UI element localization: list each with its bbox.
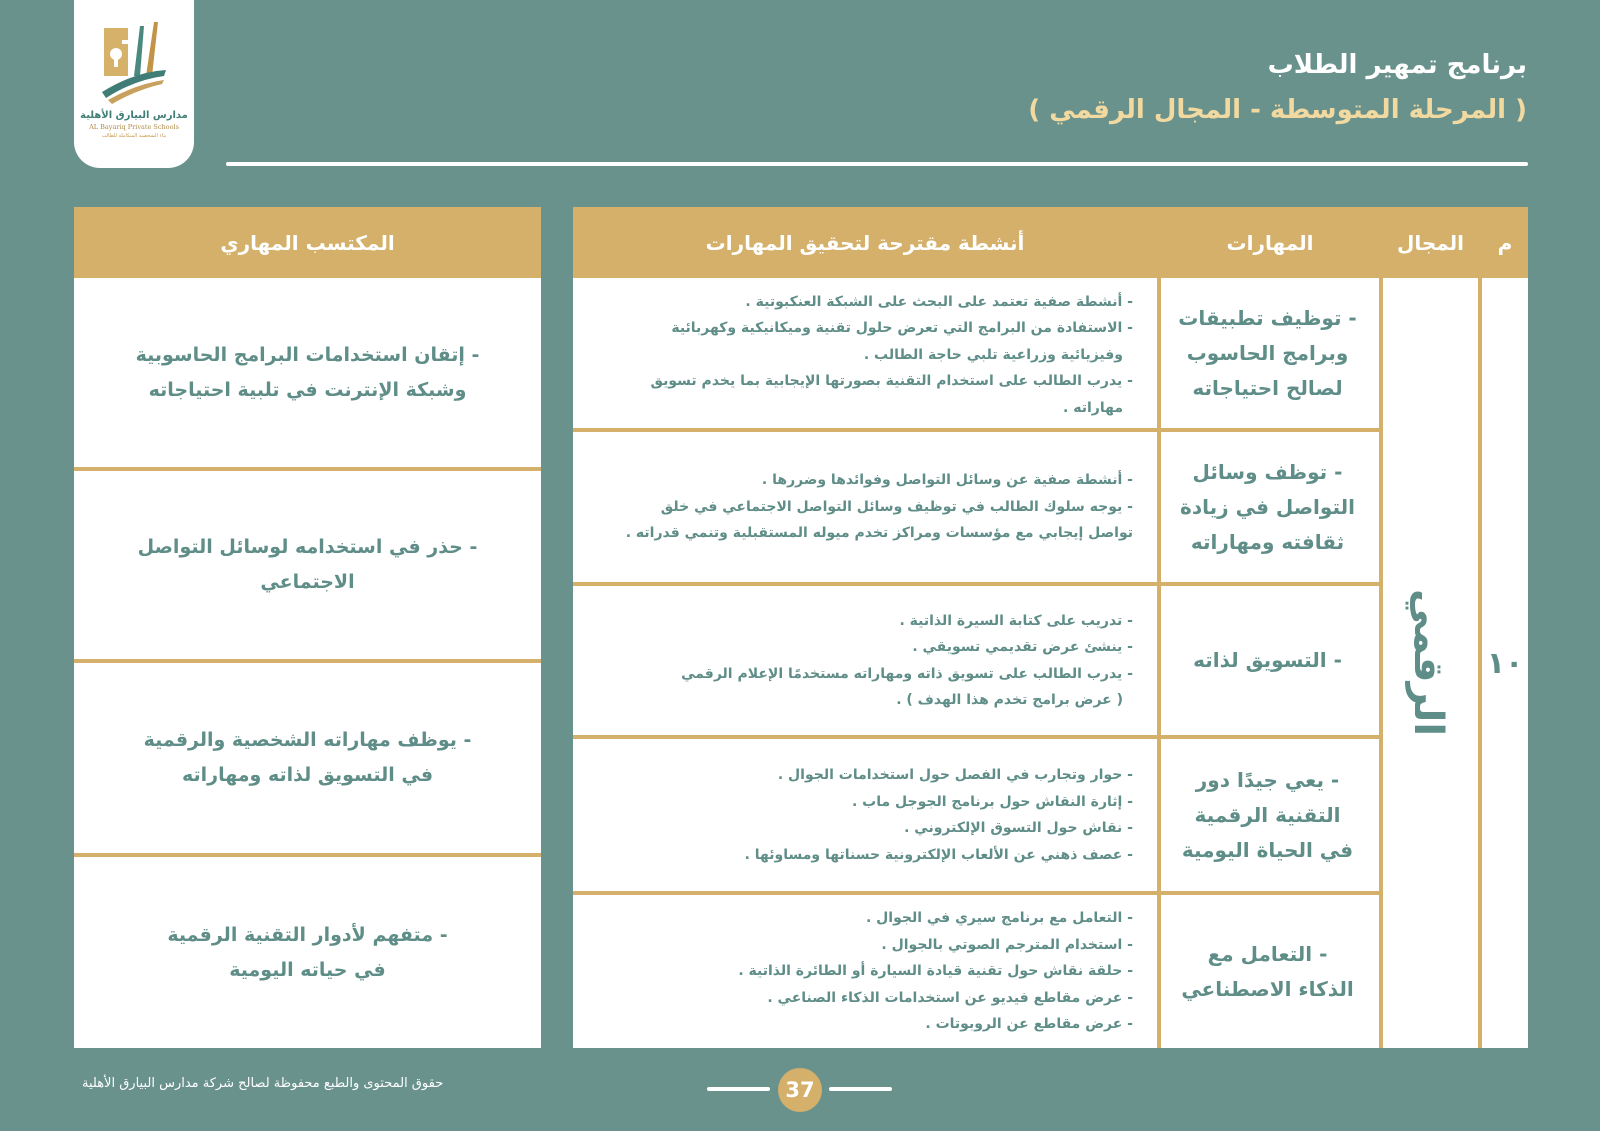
- skill-line: وبرامج الحاسوب: [1186, 340, 1349, 365]
- acquired-cell: [74, 278, 541, 467]
- activities-cell: [607, 282, 1133, 428]
- activity-line: - يدرب الطالب على تسويق ذاته ومهاراته مستخدمًا الإعلام الرقمي: [681, 665, 1133, 682]
- row-number: ١٠: [1486, 645, 1524, 681]
- skill-line: - يعي جيدًا دور: [1195, 767, 1340, 792]
- skill-line: الذكاء الاصطناعي: [1181, 976, 1354, 1001]
- skill-cell: [1161, 739, 1374, 891]
- logo-tagline: بناء الشخصية المتكاملة للطالب: [101, 133, 167, 139]
- skill-line: - التعامل مع: [1207, 941, 1328, 966]
- activity-line: تواصل إيجابي مع مؤسسات ومراكز تخدم ميوله المستقبلية وتنمي قدراته .: [625, 525, 1133, 542]
- acquired-line: في حياته اليومية: [229, 958, 386, 981]
- activity-line: مهاراته .: [1063, 399, 1123, 416]
- skills-table: [573, 207, 1528, 1048]
- logo-name-ar: مدارس البيارق الأهلية: [80, 110, 188, 121]
- acquired-cell: [74, 663, 541, 853]
- skill-cell: [1161, 278, 1374, 428]
- activity-line: - عرض مقاطع عن الروبوتات .: [925, 1016, 1133, 1033]
- acquired-line: - حذر في استخدامه لوسائل التواصل الاجتماعي: [137, 536, 478, 593]
- activity-line: وفيزيائية وزراعية تلبي حاجة الطالب .: [863, 346, 1123, 363]
- header-activities: أنشطة مقترحة لتحقيق المهارات: [573, 207, 1157, 278]
- activities-cell: [607, 586, 1133, 735]
- page-number-line: [829, 1087, 892, 1091]
- header-acquired: المكتسب المهاري: [74, 207, 541, 278]
- acquired-cell: [74, 471, 541, 659]
- activity-line: - ينشئ عرض تقديمي تسويقي .: [912, 639, 1133, 655]
- acquired-skills-table: [74, 207, 541, 1048]
- activity-line: - الاستفادة من البرامج التي تعرض حلول تقنية وميكانيكية وكهربائية: [671, 320, 1133, 337]
- acquired-cell: [74, 857, 541, 1048]
- activity-line: - يوجه سلوك الطالب في توظيف وسائل التواصل الاجتماعي في خلق: [660, 498, 1133, 515]
- activities-cell: [607, 739, 1133, 891]
- page-number-line: [707, 1087, 770, 1091]
- acquired-line: - متفهم لأدوار التقنية الرقمية: [167, 923, 448, 946]
- acquired-line: وشبكة الإنترنت في تلبية احتياجاته: [148, 378, 467, 401]
- activity-line: - حوار وتجارب في الفصل حول استخدامات الجوال .: [777, 767, 1133, 783]
- skill-line: التقنية الرقمية: [1194, 802, 1341, 827]
- domain-label: الرقمي: [1405, 589, 1451, 737]
- logo-name-en: AL Bayariq Private Schools: [89, 123, 179, 131]
- skill-line: التواصل في زيادة: [1180, 494, 1355, 519]
- skill-line: ثقافته ومهاراته: [1190, 529, 1345, 554]
- copyright-text: حقوق المحتوى والطبع محفوظة لصالح شركة مدارس البيارق الأهلية: [82, 1076, 444, 1091]
- header-skills: المهارات: [1161, 207, 1379, 278]
- acquired-line: - يوظف مهاراته الشخصية والرقمية: [143, 729, 472, 751]
- header-divider: [226, 162, 1528, 166]
- activity-line: - أنشطة صفية تعتمد على البحث على الشبكة العنكبوتية .: [745, 293, 1133, 310]
- skill-line: - توظيف تطبيقات: [1178, 305, 1357, 330]
- activity-line: - يدرب الطالب على استخدام التقنية بصورتها الإيجابية بما يخدم تسويق: [650, 373, 1133, 390]
- activity-line: ( عرض برامج تخدم هذا الهدف ) .: [896, 692, 1123, 708]
- logo-card: [74, 0, 194, 168]
- activity-line: - استخدام المترجم الصوتي بالجوال .: [881, 936, 1133, 953]
- skill-cell: [1161, 432, 1374, 582]
- activities-cell: [607, 895, 1133, 1048]
- skill-line: في الحياة اليومية: [1181, 837, 1354, 862]
- activity-line: - أنشطة صفية عن وسائل التواصل وفوائدها وضررها .: [761, 472, 1133, 489]
- page-subtitle: ( المرحلة المتوسطة - المجال الرقمي ): [1028, 95, 1527, 125]
- page-number: 37: [778, 1068, 822, 1112]
- activities-cell: [607, 432, 1133, 582]
- activity-line: - نقاش حول التسوق الإلكتروني .: [904, 820, 1133, 836]
- activity-line: - إثارة النقاش حول برنامج الجوجل ماب .: [851, 793, 1133, 810]
- activity-line: - عصف ذهني عن الألعاب الإلكترونية حسناتها ومساوئها .: [744, 846, 1133, 863]
- activity-line: - حلقة نقاش حول تقنية قيادة السيارة أو الطائرة الذاتية .: [738, 963, 1133, 980]
- domain-cell: [1383, 278, 1473, 1048]
- skill-line: - التسويق لذاته: [1193, 648, 1342, 672]
- skill-line: - توظف وسائل: [1192, 459, 1343, 484]
- skill-cell: [1161, 895, 1374, 1048]
- activity-line: - عرض مقاطع فيديو عن استخدامات الذكاء الصناعي .: [767, 989, 1133, 1006]
- activity-line: - تدريب على كتابة السيرة الذاتية .: [899, 612, 1133, 629]
- header-num: م: [1482, 207, 1528, 278]
- acquired-line: في التسويق لذاته ومهاراته: [181, 764, 434, 786]
- school-logo-icon: [94, 14, 174, 106]
- acquired-line: - إتقان استخدامات البرامج الحاسوبية: [135, 343, 480, 366]
- activity-line: - التعامل مع برنامج سيري في الجوال .: [865, 910, 1133, 927]
- page-title: برنامج تمهير الطلاب: [1267, 50, 1527, 80]
- header-domain: المجال: [1383, 207, 1478, 278]
- skill-cell: [1161, 586, 1374, 735]
- skill-line: لصالح احتياجاته: [1192, 375, 1343, 400]
